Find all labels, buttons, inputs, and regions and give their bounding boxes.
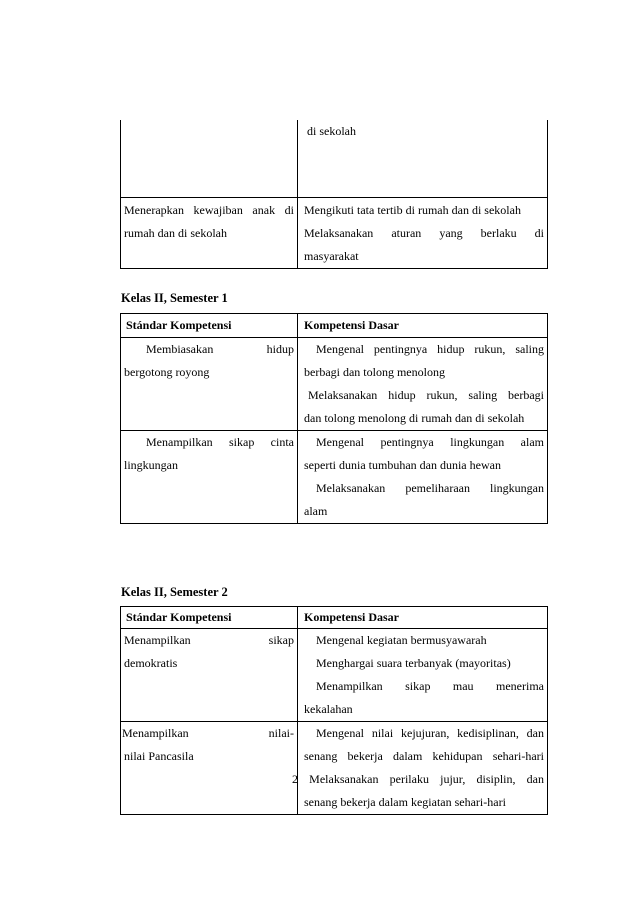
cell-text: lingkungan xyxy=(124,458,178,472)
table-cell xyxy=(121,431,298,524)
cell-text: dan tolong menolong di rumah dan di sekolah xyxy=(304,411,525,425)
table-header-cell xyxy=(298,314,548,338)
header-text: Kompetensi Dasar xyxy=(304,610,399,624)
table-semester-2 xyxy=(120,606,548,815)
table-row xyxy=(121,722,548,815)
table-header-cell xyxy=(121,607,298,629)
table-cell-empty xyxy=(121,120,298,197)
table-cell xyxy=(298,629,548,722)
section-heading: Kelas II, Semester 2 xyxy=(121,585,228,599)
cell-text: nilai Pancasila xyxy=(124,749,194,763)
table-header-cell xyxy=(121,314,298,338)
cell-text: Mengenal pentingnya lingkungan alam xyxy=(316,435,544,449)
table-semester-1 xyxy=(120,313,548,524)
cell-text: bergotong royong xyxy=(124,365,210,379)
cell-text: seperti dunia tumbuhan dan dunia hewan xyxy=(304,458,501,472)
cell-text: senang bekerja dalam kehidupan sehari-hari xyxy=(304,749,544,763)
cell-text: Mengenal kegiatan bermusyawarah xyxy=(316,633,487,647)
cell-text: 2 Melaksanakan perilaku jujur, disiplin, dan xyxy=(292,772,544,786)
table-row xyxy=(121,197,548,268)
cell-text: berbagi dan tolong menolong xyxy=(304,365,445,379)
cell-text: alam xyxy=(304,504,328,518)
section-heading: Kelas II, Semester 1 xyxy=(121,291,228,305)
table-continued xyxy=(120,120,548,269)
cell-text: di sekolah xyxy=(307,124,356,138)
cell-text: Menampilkan sikap xyxy=(124,633,294,647)
cell-text: Mengenal nilai kejujuran, kedisiplinan, dan xyxy=(316,726,544,740)
table-cell xyxy=(121,197,298,268)
table-cell xyxy=(121,722,298,815)
table-header-row xyxy=(121,607,548,629)
cell-text: rumah dan di sekolah xyxy=(124,225,227,240)
table-cell xyxy=(298,120,548,197)
header-text: Kompetensi Dasar xyxy=(304,318,399,332)
table-header-cell xyxy=(298,607,548,629)
cell-text: Mengenal pentingnya hidup rukun, saling xyxy=(316,342,544,356)
cell-text: masyarakat xyxy=(304,248,359,263)
table-cell xyxy=(298,431,548,524)
table-cell xyxy=(121,629,298,722)
cell-text: Membiasakan hidup xyxy=(146,342,294,356)
cell-text: senang bekerja dalam kegiatan sehari-hari xyxy=(304,795,506,809)
table-cell xyxy=(298,197,548,268)
header-text: Stándar Kompetensi xyxy=(126,610,232,624)
cell-text: Menerapkan kewajiban anak di xyxy=(124,202,294,217)
cell-text: Melaksanakan hidup rukun, saling berbagi xyxy=(308,388,544,402)
table-cell xyxy=(121,338,298,431)
table-row xyxy=(121,120,548,197)
table-header-row xyxy=(121,314,548,338)
cell-text: Menampilkan sikap cinta xyxy=(146,435,294,449)
cell-text: Menampilkan nilai- xyxy=(122,726,294,740)
header-text: Stándar Kompetensi xyxy=(126,318,232,332)
table-row xyxy=(121,338,548,431)
table-cell xyxy=(298,338,548,431)
cell-text: Melaksanakan pemeliharaan lingkungan xyxy=(316,481,544,495)
table-row xyxy=(121,629,548,722)
cell-text: demokratis xyxy=(124,656,178,670)
table-row xyxy=(121,431,548,524)
cell-text: Menghargai suara terbanyak (mayoritas) xyxy=(316,656,511,670)
cell-text: Mengikuti tata tertib di rumah dan di sekolah xyxy=(304,202,521,217)
cell-text: Melaksanakan aturan yang berlaku di xyxy=(304,225,544,240)
table-cell xyxy=(292,722,548,815)
cell-text: Menampilkan sikap mau menerima xyxy=(316,679,544,693)
cell-text: kekalahan xyxy=(304,702,353,716)
